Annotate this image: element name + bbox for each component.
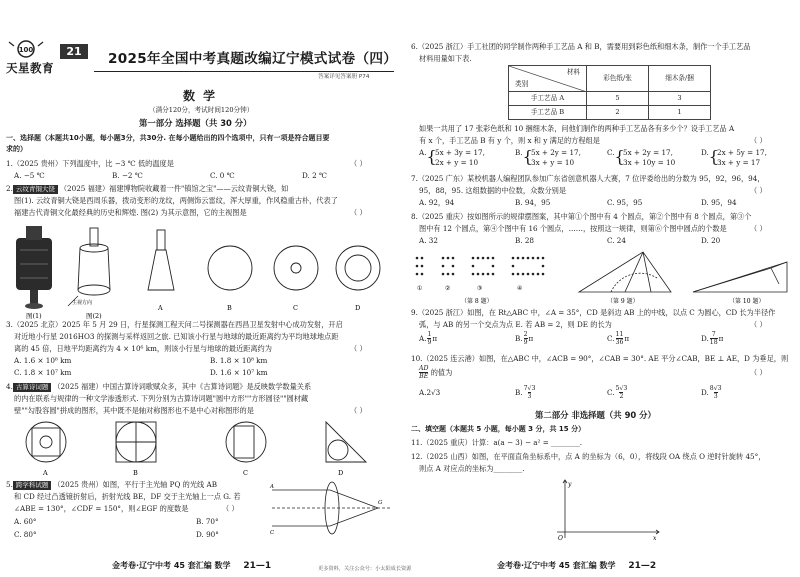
q2-view-c-inner — [291, 263, 301, 273]
q4-caption-c: C — [243, 469, 248, 477]
dot — [452, 257, 455, 260]
dot — [477, 273, 480, 276]
q4-figure-b[interactable] — [116, 422, 156, 462]
y-axis-label: y — [568, 481, 572, 488]
paper-number-badge: 21 — [60, 44, 88, 59]
q3-stem-line2: 对近地小行星 2016HO3 的探测与采样返回之旅. 已知该小行星与地球的最近距离约为平均地球地点距 — [14, 332, 339, 341]
q10-option-b[interactable]: B. $\frac{7√3}{3}$ — [515, 385, 536, 401]
dot — [416, 257, 419, 260]
dot — [482, 273, 485, 276]
svg-text:（第 9 题）: （第 9 题） — [607, 298, 639, 305]
svg-text:A: A — [270, 484, 274, 490]
q3-answer-bracket[interactable]: （ ） — [350, 344, 367, 353]
dot — [477, 257, 480, 260]
part1-heading: 第一部分 选择题（共 30 分） — [139, 118, 252, 128]
q4-stem-line2: 的内在联系与规律的一种文学渗透形式. 下列分别为古算诗词题"圆中方形""方形圆径""圆材藏 — [14, 394, 309, 403]
q6-stem-line2: 材料用量如下表. — [419, 54, 472, 63]
q5-option-c[interactable]: C. 80° — [14, 530, 37, 539]
paper-title: 2025年全国中考真题改编辽宁模式试卷（四） — [108, 51, 398, 67]
bronze-bell-photo — [16, 226, 52, 309]
q4-caption-d: D — [338, 469, 344, 477]
q7-option-d[interactable]: D. 95，94 — [701, 198, 737, 207]
q1-option-c[interactable]: C. 0 ℃ — [210, 171, 235, 180]
q3-option-a[interactable]: A. 1.6 × 10⁸ km — [14, 356, 72, 365]
q5-tag: 跨学科试题 — [13, 481, 52, 490]
dot — [421, 273, 424, 276]
q6-question-line2: 有 x 个，手工艺品 B 有 y 个，则 x 和 y 满足的方程组是 — [419, 136, 600, 145]
q9-option-c[interactable]: C. $\frac{11}{36}$ π — [607, 331, 630, 347]
part1-instruction-cont: 求的） — [6, 145, 27, 153]
q2-stem-line2: 图(1). 云纹青铜大铙是西周乐器，拨动变形的龙纹，两侧饰云雷纹，浑大厚重，作风稳重古朴，代表了 — [14, 196, 338, 205]
q5-stem-line1: 5. 跨学科试题 （2025 贵州）如图，平行于主光轴 PQ 的光线 AB — [6, 480, 217, 489]
dot — [537, 273, 540, 276]
q5-stem-line3: ∠ABE = 130°，∠CDF = 150°，则∠EGF 的度数是 — [14, 504, 189, 513]
dot — [542, 273, 545, 276]
footer-left: 金考卷·辽宁中考 45 套汇编 数学 21—1 — [112, 560, 272, 571]
dot — [492, 257, 495, 260]
q8-option-c[interactable]: C. 24 — [607, 236, 626, 245]
dot — [421, 257, 424, 260]
q2-view-d[interactable] — [336, 246, 380, 290]
q1-option-a[interactable]: A. −5 ℃ — [14, 171, 45, 180]
q6-stem-line1: 6.（2025 浙江）手工社团的同学制作两种手工艺品 A 和 B，需要用到彩色纸和细木条，制作一个手工艺品 — [411, 42, 751, 51]
q2-stem-line3: 福建古代青铜文化最经典的历史和辉煌. 图(2) 为其示意图，它的主视图是 — [14, 208, 247, 217]
q6-table-header-stick: 细木条/捆 — [649, 66, 711, 92]
svg-text:C: C — [270, 530, 275, 536]
q2-view-d-inner — [345, 255, 371, 281]
q3-option-b[interactable]: B. 1.8 × 10⁸ km — [210, 356, 268, 365]
q10-stem-line2: $\frac{AD}{BE}$ 的值为 — [419, 365, 453, 381]
q8-stem-line2: 图中有 12 个圆点，第④个图中有 16 个圆点，……，按照这一规律，则第⑥个图中圆点的个数是 — [419, 224, 727, 233]
q2-view-c[interactable] — [274, 246, 318, 290]
q3-stem-line3: 离的 45 倍，日地平均距离约为 4 × 10⁶ km，则该小行星与地球的最近距离约为 — [14, 344, 272, 353]
q7-option-a[interactable]: A. 92，94 — [419, 198, 455, 207]
q2-caption-a: A — [158, 304, 163, 312]
q9-option-a[interactable]: A. $\frac{1}{9}$ π — [419, 331, 438, 347]
q1-option-d[interactable]: D. 2 ℃ — [302, 171, 327, 180]
dot — [522, 273, 525, 276]
q6-table-header-paper: 彩色纸/张 — [587, 66, 649, 92]
q9-triangle-figure — [579, 252, 671, 292]
q6-table — [508, 65, 711, 120]
dot — [482, 257, 485, 260]
q5-option-d[interactable]: D. 90° — [196, 530, 219, 539]
dot — [492, 273, 495, 276]
dot — [527, 273, 530, 276]
q2-view-a-handle — [157, 230, 165, 250]
q5-option-b[interactable]: B. 70° — [196, 517, 219, 526]
q8-option-b[interactable]: B. 28 — [515, 236, 534, 245]
q2-view-a[interactable] — [148, 250, 174, 290]
q4-caption-b: B — [133, 469, 138, 477]
dot — [447, 273, 450, 276]
dot — [472, 257, 475, 260]
q9-stem-line2: 弧，与 AB 的另一个交点为点 E. 若 AB = 2，则 DE 的长为 — [419, 320, 612, 329]
q10-option-d[interactable]: D. $\frac{8√3}{3}$ — [701, 385, 722, 401]
q5-lens-figure — [268, 478, 394, 540]
q3-stem-line1: 3.（2025 北京）2025 年 5 月 29 日，行星探测工程天问二号探测器在西昌卫星发射中心成功发射，开启 — [6, 320, 343, 329]
q2-answer-bracket[interactable]: （ ） — [350, 208, 367, 217]
q12-stem-line1: 12.（2025 山西）如图，在平面直角坐标系中，点 A 的坐标为（6，0），将线段 OA 绕点 O 逆时针旋转 45°， — [411, 452, 766, 461]
table-row: 手工艺品 B 2 1 — [509, 106, 711, 120]
dot — [416, 273, 419, 276]
q7-answer-bracket[interactable]: （ ） — [750, 186, 767, 195]
q11-stem: 11.（2025 重庆）计算：a(a − 3) − a² = ________. — [411, 438, 583, 447]
q2-caption-d: D — [355, 304, 361, 312]
svg-text:④: ④ — [517, 285, 523, 292]
dot — [542, 257, 545, 260]
exam-meta: （满分120分，考试时间120分钟） — [149, 106, 254, 114]
q8-fig-captions — [417, 285, 764, 305]
dot — [542, 265, 545, 268]
q2-caption-b: B — [227, 304, 232, 312]
q7-stem-line1: 7.（2025 广东）某校机器人编程团队参加广东省创意机器人大赛，7 位评委给出的分数为 95，92，96，94， — [411, 174, 765, 183]
q1-answer-bracket[interactable]: （ ） — [350, 159, 367, 168]
dot — [421, 265, 424, 268]
answer-reference: 答案详见答案册 P74 — [318, 74, 370, 80]
q6-question-line1: 如果一共用了 17 张彩色纸和 10 捆细木条，问他们制作的两种手工艺品各有多少个？设手工艺品 A — [419, 124, 735, 133]
q6-answer-bracket[interactable]: （ ） — [750, 136, 767, 145]
q2-stem-line1: 2. 云纹青铜大铙 （2025 福建）福建博物院收藏着一件"镇馆之宝"——云纹青铜大铙，如 — [6, 184, 289, 193]
brand-logo — [6, 40, 92, 74]
q2-tag: 云纹青铜大铙 — [13, 185, 58, 194]
dot — [452, 265, 455, 268]
bell-schematic — [68, 228, 110, 306]
right-page — [405, 0, 800, 577]
dot — [442, 257, 445, 260]
svg-text:（第 8 题）: （第 8 题） — [461, 298, 493, 305]
q8-dot-patterns — [416, 257, 545, 276]
part2-heading: 第二部分 非选择题（共 90 分） — [535, 410, 656, 420]
q8-option-a[interactable]: A. 32 — [419, 236, 438, 245]
q4-tag: 古算诗词题 — [13, 383, 52, 392]
svg-text:①: ① — [417, 285, 423, 292]
dot — [447, 257, 450, 260]
table-row: 手工艺品 A 5 3 — [509, 92, 711, 106]
watermark-note: 更多资料，关注公众号：小太阳成长资源 — [318, 566, 412, 572]
dot — [487, 273, 490, 276]
dot — [487, 257, 490, 260]
dot — [416, 265, 419, 268]
q4-caption-a: A — [43, 469, 48, 477]
dot — [527, 257, 530, 260]
q12-coordinate-figure — [555, 476, 665, 542]
q4-answer-bracket[interactable]: （ ） — [350, 406, 367, 415]
q4-figure-c[interactable] — [226, 422, 266, 462]
subject-title: 数 学 — [183, 89, 218, 103]
dot — [472, 273, 475, 276]
dot — [472, 265, 475, 268]
q6-option-d[interactable]: D.{ 2x + 5y = 17, 3x + y = 17 — [701, 147, 767, 167]
footer-left-page: 21—1 — [243, 560, 272, 571]
q4-stem-line3: 壁""勾股容圆"拼成的图形，其中既不是轴对称图形也不是中心对称图形的是 — [14, 406, 254, 415]
q10-option-a[interactable]: A.2√3 — [419, 388, 441, 397]
svg-text:100: 100 — [18, 46, 34, 54]
footer-right: 金考卷·辽宁中考 45 套汇编 数学 21—2 — [497, 560, 657, 571]
dot — [532, 273, 535, 276]
q8-stem-line1: 8.（2025 重庆）按如图所示的规律摆图案，其中第①个图中有 4 个圆点，第②个图中有 8 个圆点，第③个 — [411, 212, 752, 221]
dot — [512, 273, 515, 276]
q5-option-a[interactable]: A. 60° — [14, 517, 37, 526]
q5-stem-line2: 和 CD 经过凸透镜折射后，折射光线 BE，DF 交于主光轴上一点 G. 若 — [14, 492, 241, 501]
view-direction-label: 主视方向 — [72, 300, 93, 306]
q7-option-b[interactable]: B. 94，95 — [515, 198, 551, 207]
q5-answer-bracket[interactable]: （ ） — [222, 504, 239, 513]
q2-caption-fig2: 图(2) — [86, 312, 102, 320]
q9-stem-line1: 9.（2025 浙江）如图，在 Rt△ABC 中，∠A = 35°，CD 是斜边 AB 上的中线，以点 C 为圆心，CD 长为半径作 — [411, 308, 776, 317]
dot — [537, 257, 540, 260]
svg-text:③: ③ — [477, 285, 483, 292]
footer-right-page: 21—2 — [628, 560, 657, 571]
q3-option-d[interactable]: D. 1.6 × 10⁷ km — [210, 368, 268, 377]
q4-figure-d[interactable] — [326, 422, 366, 462]
dot — [442, 265, 445, 268]
svg-text:G: G — [378, 500, 383, 506]
q9-option-d[interactable]: D. $\frac{7}{18}$ π — [701, 331, 724, 347]
q6-option-b[interactable]: B.{ 5x + 2y = 17, 3x + y = 10 — [515, 147, 581, 167]
q6-option-a[interactable]: A.{ 5x + 3y = 17, 2x + y = 10 — [419, 147, 485, 167]
q10-answer-bracket[interactable]: （ ） — [750, 368, 767, 377]
q10-option-c[interactable]: C. $\frac{5√3}{2}$ — [607, 385, 628, 401]
q6-table-corner: 材料 类别 — [509, 66, 587, 92]
svg-text:②: ② — [445, 285, 451, 292]
q9-answer-bracket[interactable]: （ ） — [750, 320, 767, 329]
q2-view-b[interactable] — [208, 246, 252, 290]
part1-instruction: 一、选择题（本题共10小题，每小题3分，共30分. 在每小题给出的四个选项中，只有一项是符合题目要 — [6, 134, 330, 142]
x-axis-label: x — [653, 535, 657, 542]
q10-triangle-figure — [693, 262, 787, 292]
q2-caption-c: C — [293, 304, 298, 312]
dot — [512, 265, 515, 268]
q10-stem-line1: 10.（2025 连云港）如图，在△ABC 中，∠ACB = 90°，∠CAB = 30°. AE 平分∠CAB，BE ⊥ AE，D 为垂足，则 — [411, 354, 789, 363]
brand-name: 天星教育 — [6, 61, 54, 75]
q7-option-c[interactable]: C. 95，95 — [607, 198, 643, 207]
q9-option-b[interactable]: B. $\frac{2}{9}$ π — [515, 331, 534, 347]
q8-q10-figures — [411, 248, 800, 306]
q8-answer-bracket[interactable]: （ ） — [750, 224, 767, 233]
dot — [492, 265, 495, 268]
q3-option-c[interactable]: C. 1.8 × 10⁷ km — [14, 368, 72, 377]
q2-figures — [6, 220, 396, 320]
q4-figure-a[interactable] — [26, 422, 66, 462]
dot — [517, 273, 520, 276]
origin-label: O — [558, 535, 563, 542]
part2-section: 二、填空题（本题共 5 小题，每小题 3 分，共 15 分） — [411, 425, 586, 433]
svg-text:（第 10 题）: （第 10 题） — [729, 298, 765, 305]
q12-stem-line2: 则点 A 对应点的坐标为________. — [419, 464, 525, 473]
dot — [452, 273, 455, 276]
dot — [517, 257, 520, 260]
q8-option-d[interactable]: D. 20 — [701, 236, 721, 245]
dot — [532, 257, 535, 260]
q4-figures — [6, 418, 396, 478]
dot — [522, 257, 525, 260]
q7-stem-line2: 95，88，95. 这组数据的中位数，众数分别是 — [419, 186, 567, 195]
dot — [512, 257, 515, 260]
dot — [442, 273, 445, 276]
q6-option-c[interactable]: C.{ 5x + 2y = 17, 3x + 10y = 10 — [607, 147, 676, 167]
q1-option-b[interactable]: B. −2 ℃ — [112, 171, 143, 180]
q2-caption-fig1: 图(1) — [26, 312, 42, 320]
q4-stem-line1: 4. 古算诗词题 （2025 福建）中国古算诗词歌赋众多，其中《古算诗词题》是反映数学数量关系 — [6, 382, 312, 391]
q1-stem: 1.（2025 贵州）下列温度中，比 −3 ℃ 低的温度是 — [6, 159, 174, 168]
